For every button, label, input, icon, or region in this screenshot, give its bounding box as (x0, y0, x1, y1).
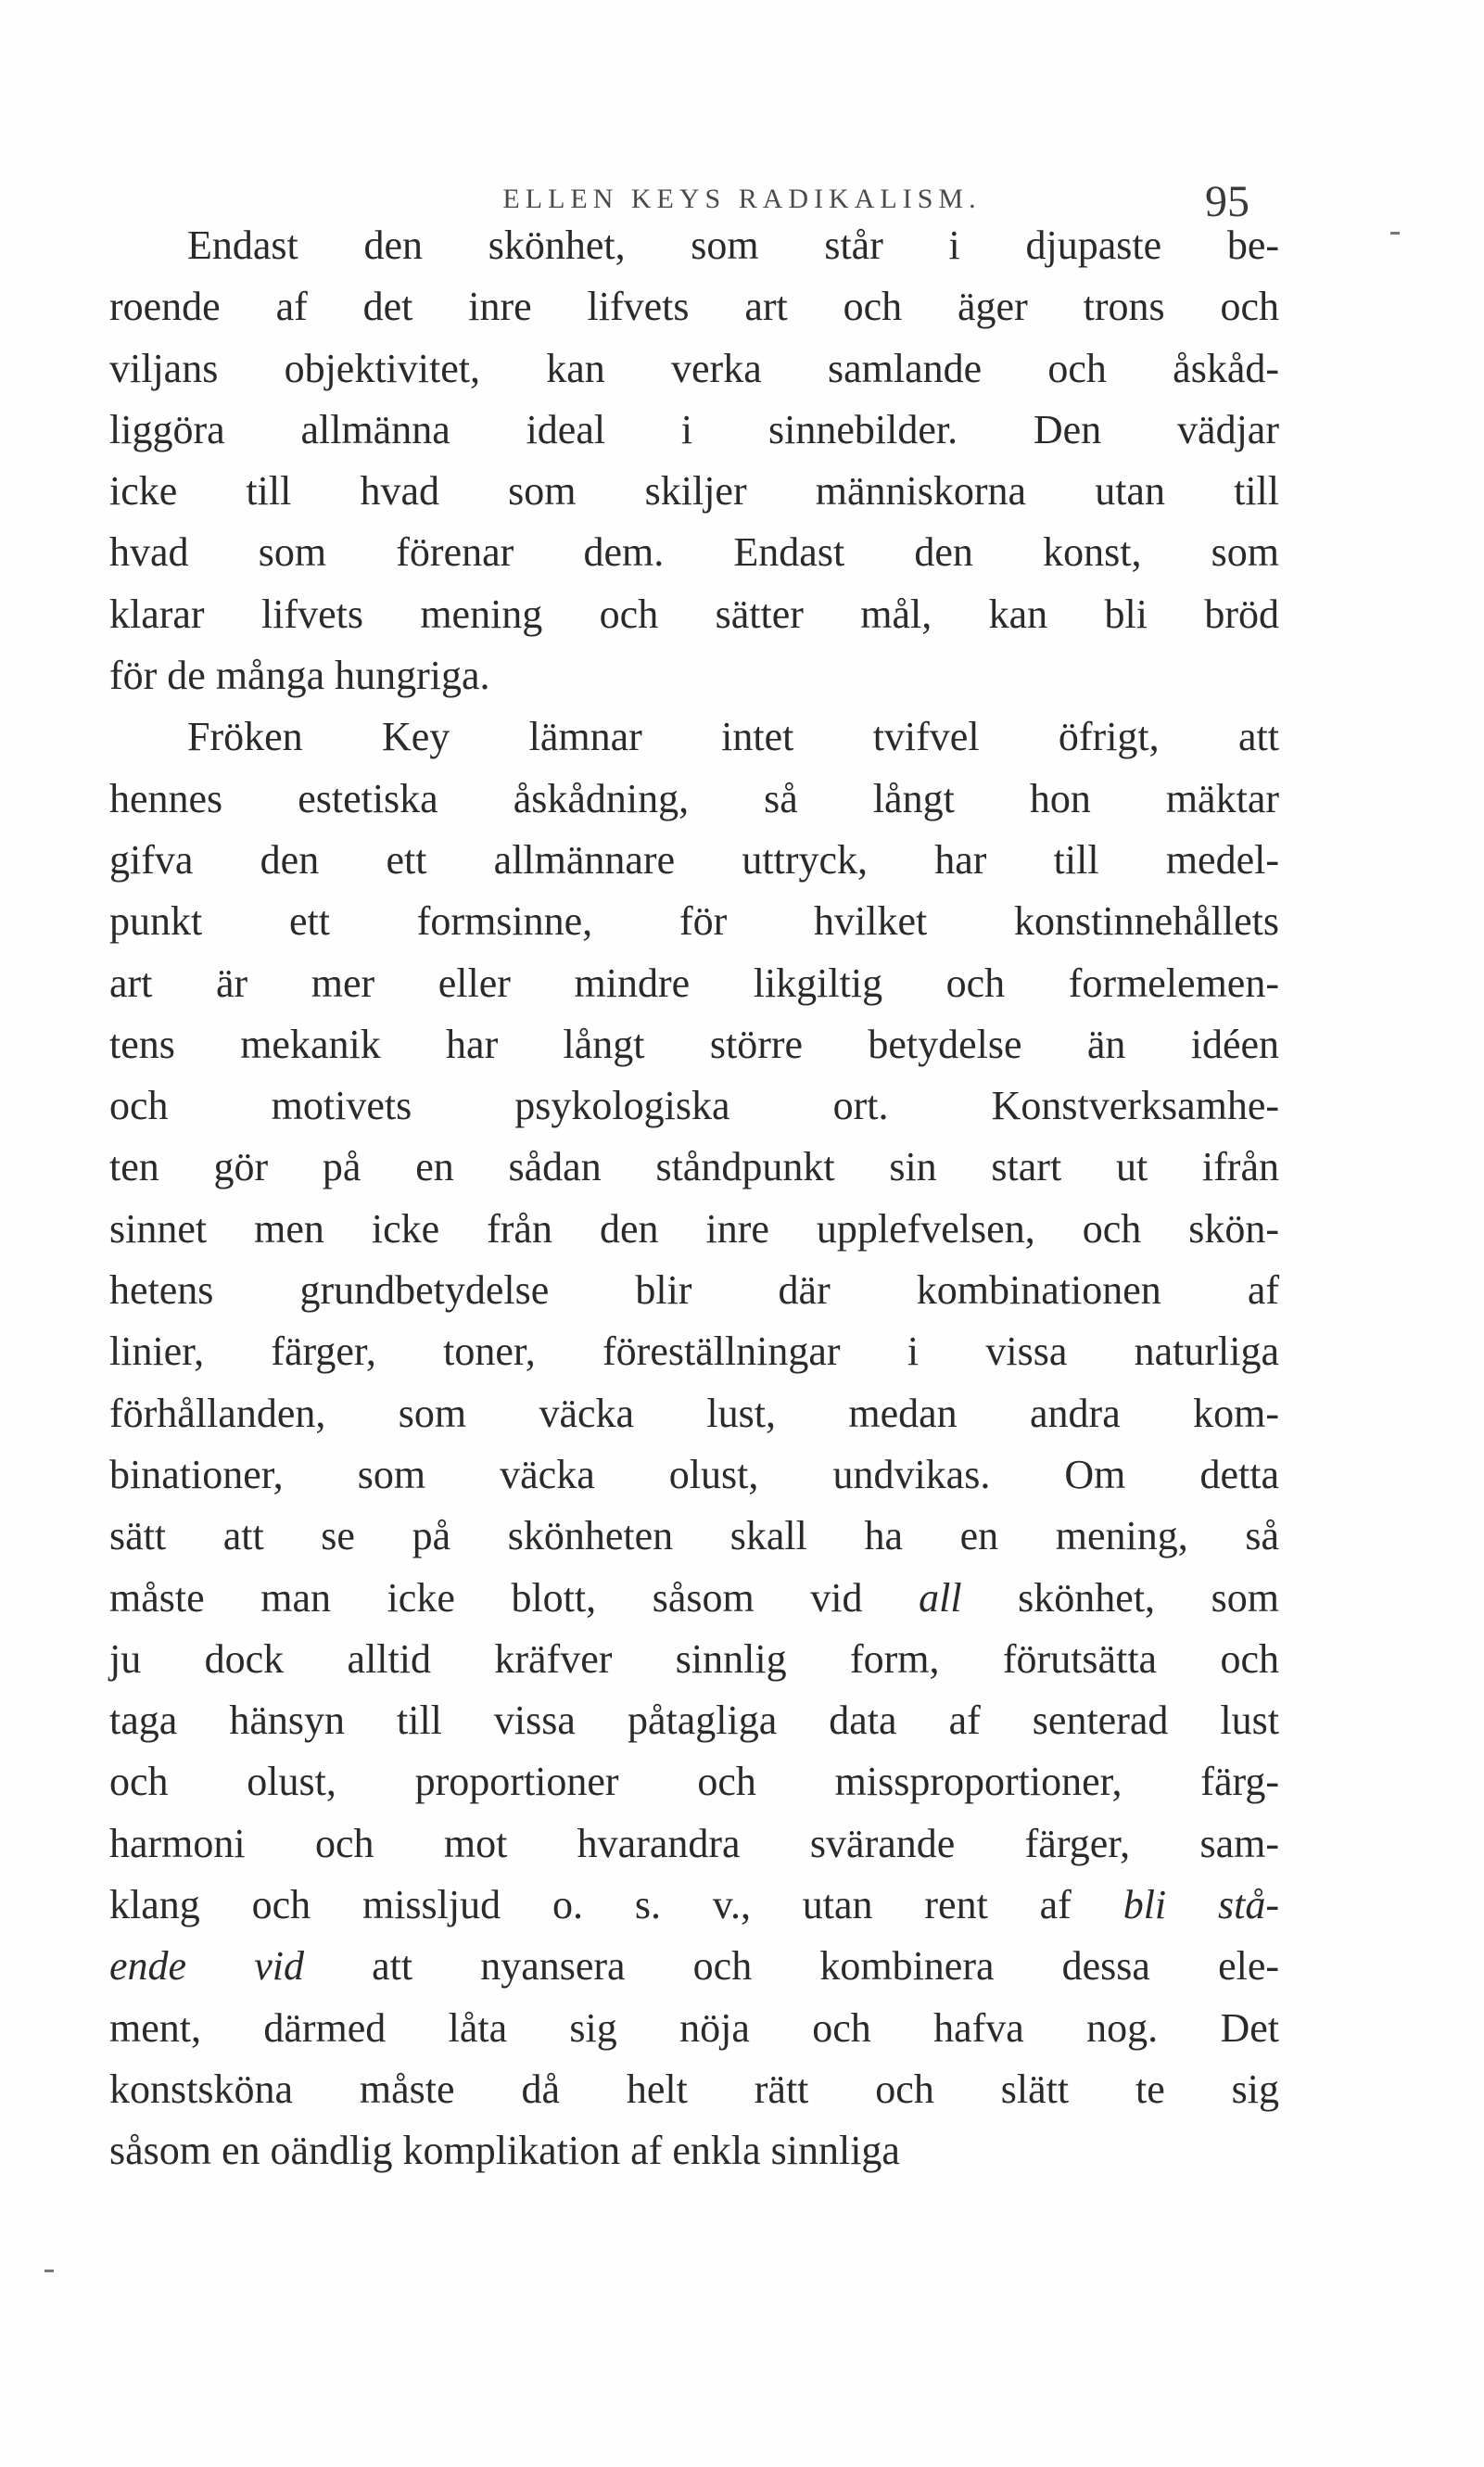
text-segment: och olust, proportioner och missproportioner, färg- (109, 1759, 1279, 1805)
text-line (109, 522, 1279, 583)
text-line (109, 1690, 1279, 1751)
text-line (109, 400, 1279, 461)
text-line (109, 584, 1279, 645)
text-line (109, 1998, 1279, 2059)
italic-text: ende vid (109, 1943, 304, 1990)
text-segment: hennes estetiska åskådning, så långt hon mäktar (109, 775, 1279, 821)
text-segment: sinnet men icke från den inre upplefvelsen, och skön- (109, 1205, 1279, 1252)
text-line (109, 1014, 1279, 1075)
text-segment: ju dock alltid kräfver sinnlig form, förutsätta och (109, 1635, 1279, 1682)
text-line (109, 1444, 1279, 1506)
page-number: 95 (1205, 177, 1249, 226)
text-line (109, 706, 1279, 768)
text-line (109, 830, 1279, 891)
text-segment: klarar lifvets mening och sätter mål, kan bli bröd (109, 591, 1279, 637)
text-line (109, 1506, 1279, 1567)
text-segment: Endast den skönhet, som står i djupaste be- (187, 223, 1279, 268)
margin-mark (1390, 232, 1400, 235)
text-line (109, 1875, 1279, 1936)
text-segment: sätt att se på skönheten skall ha en mening, så (109, 1513, 1279, 1559)
text-line (109, 1629, 1279, 1690)
running-title: ELLEN KEYS RADIKALISM. (502, 184, 982, 214)
text-line (109, 1936, 1279, 1997)
text-line (109, 1137, 1279, 1198)
body-text (109, 215, 1279, 2182)
text-segment: för de många hungriga. (109, 653, 490, 699)
text-line (109, 2120, 1279, 2181)
text-line (109, 1075, 1279, 1137)
text-segment: förhållanden, som väcka lust, medan andra kom- (109, 1390, 1279, 1436)
text-line (109, 1199, 1279, 1260)
text-segment: konstsköna måste då helt rätt och slätt te sig (109, 2066, 1279, 2112)
text-line (109, 1321, 1279, 1382)
text-segment: roende af det inre lifvets art och äger trons och (109, 284, 1279, 330)
italic-text: all (919, 1574, 962, 1621)
text-segment: binationer, som väcka olust, undvikas. Om detta (109, 1451, 1279, 1497)
text-segment: Fröken Key lämnar intet tvifvel öfrigt, att (187, 714, 1279, 760)
text-segment: måste man icke blott, såsom vid (109, 1574, 920, 1621)
text-segment: ment, därmed låta sig nöja och hafva nog. Det (109, 2004, 1279, 2051)
text-segment: icke till hvad som skiljer människorna utan till (109, 468, 1279, 515)
text-line (109, 2059, 1279, 2120)
text-segment: linier, färger, toner, föreställningar i vissa naturliga (109, 1329, 1279, 1375)
text-line (109, 1383, 1279, 1444)
margin-mark (44, 2270, 54, 2272)
text-segment: viljans objektivitet, kan verka samlande och åskåd- (109, 345, 1279, 391)
text-line (109, 769, 1279, 830)
text-segment: klang och missljud o. s. v., utan rent af (109, 1882, 1123, 1928)
text-line (109, 461, 1279, 522)
text-segment: punkt ett formsinne, för hvilket konstinnehållets (109, 898, 1279, 945)
text-segment: taga hänsyn till vissa påtagliga data af senterad lust (109, 1698, 1279, 1744)
text-segment: liggöra allmänna ideal i sinnebilder. Den vädjar (109, 406, 1279, 452)
text-segment: harmoni och mot hvarandra svärande färger, sam- (109, 1820, 1279, 1866)
text-line (109, 891, 1279, 952)
text-segment: och motivets psykologiska ort. Konstverksamhe- (109, 1083, 1279, 1129)
text-line (109, 1568, 1279, 1629)
text-line (109, 1751, 1279, 1812)
text-line (109, 953, 1279, 1014)
text-segment: ten gör på en sådan ståndpunkt sin start ut ifrån (109, 1144, 1279, 1190)
text-line (109, 1260, 1279, 1321)
text-segment: att nyansera och kombinera dessa ele- (303, 1943, 1280, 1990)
text-segment: hetens grundbetydelse blir där kombinationen af (109, 1267, 1279, 1314)
text-line (109, 338, 1279, 400)
text-segment: hvad som förenar dem. Endast den konst, som (109, 529, 1279, 576)
text-segment: tens mekanik har långt större betydelse än idéen (109, 1021, 1279, 1067)
text-line (109, 276, 1279, 337)
text-line (109, 1813, 1279, 1875)
text-segment: gifva den ett allmännare uttryck, har till medel- (109, 836, 1279, 883)
text-segment: skönhet, som (961, 1574, 1279, 1621)
italic-text: bli stå- (1123, 1882, 1279, 1928)
text-line (109, 645, 1279, 706)
text-line (109, 215, 1279, 276)
text-segment: såsom en oändlig komplikation af enkla sinnliga (109, 2128, 900, 2174)
text-segment: art är mer eller mindre likgiltig och formelemen- (109, 960, 1279, 1006)
